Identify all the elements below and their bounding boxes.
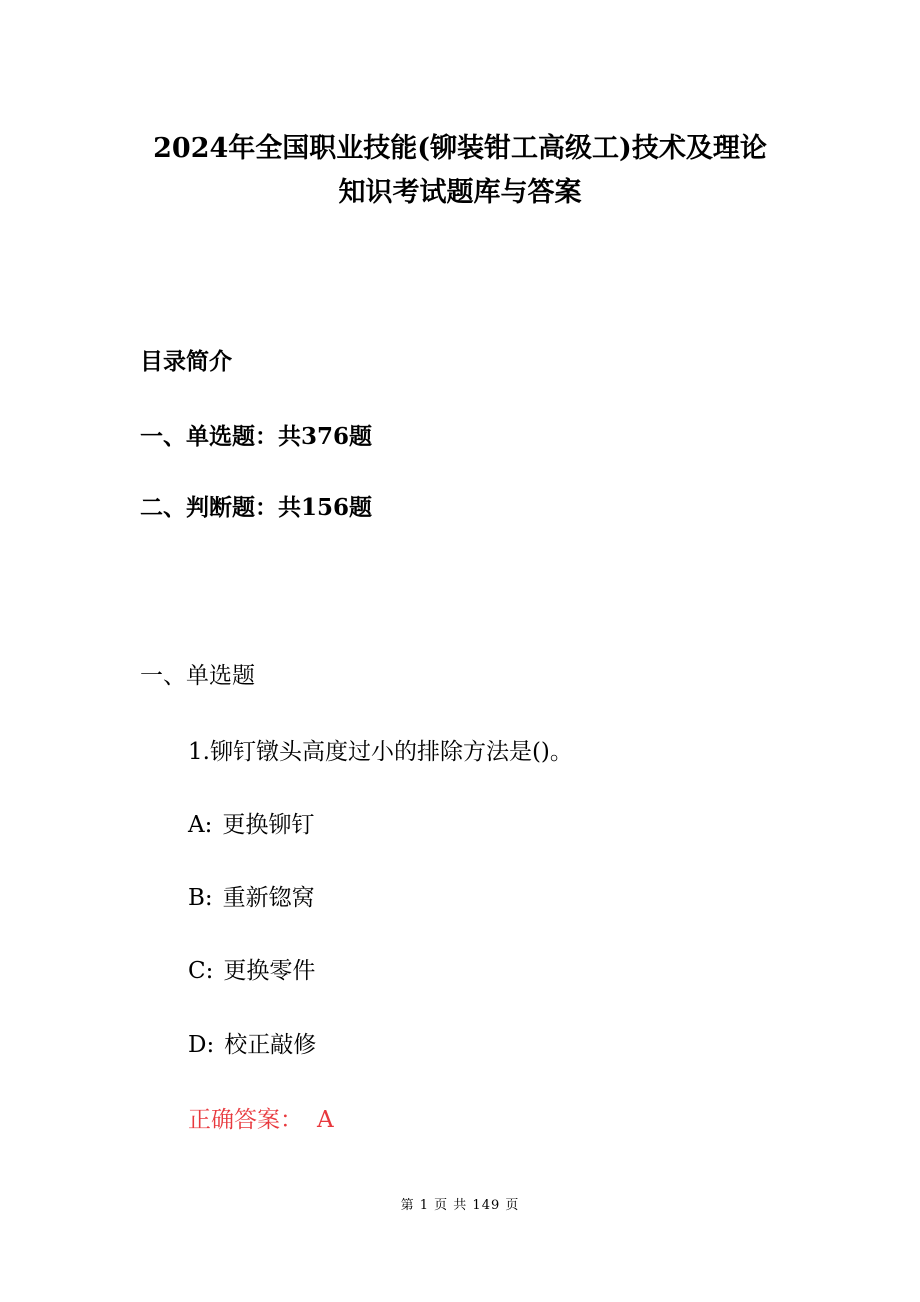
option-text: 更换零件 [223, 958, 316, 984]
section-heading: 一、单选题 [140, 663, 255, 689]
option-text: 重新锪窝 [222, 885, 315, 911]
option-letter: C: [188, 958, 214, 984]
answer-value: A [317, 1107, 334, 1133]
toc-heading: 目录简介 [140, 348, 232, 375]
answer-label: 正确答案： [188, 1107, 303, 1133]
option-d [188, 1029, 316, 1061]
option-b [188, 882, 315, 914]
option-letter: A: [188, 812, 213, 838]
option-text: 校正敲修 [224, 1032, 317, 1058]
option-a [188, 809, 314, 841]
option-letter: B: [188, 885, 213, 911]
correct-answer [188, 1104, 334, 1136]
document-title-line-2: 知识考试题库与答案 [338, 177, 582, 208]
toc-item-single-choice: 一、单选题：共376题 [140, 423, 373, 450]
toc-item-true-false: 二、判断题：共156题 [140, 494, 373, 521]
option-letter: D: [188, 1032, 215, 1058]
option-c [188, 955, 315, 987]
option-text: 更换铆钉 [222, 812, 315, 838]
page-footer: 第 1 页 共 149 页 [400, 1198, 520, 1213]
document-title-line-1: 2024年全国职业技能(铆装钳工高级工)技术及理论 [153, 133, 767, 164]
question-text: 1.铆钉镦头高度过小的排除方法是()。 [188, 739, 573, 765]
